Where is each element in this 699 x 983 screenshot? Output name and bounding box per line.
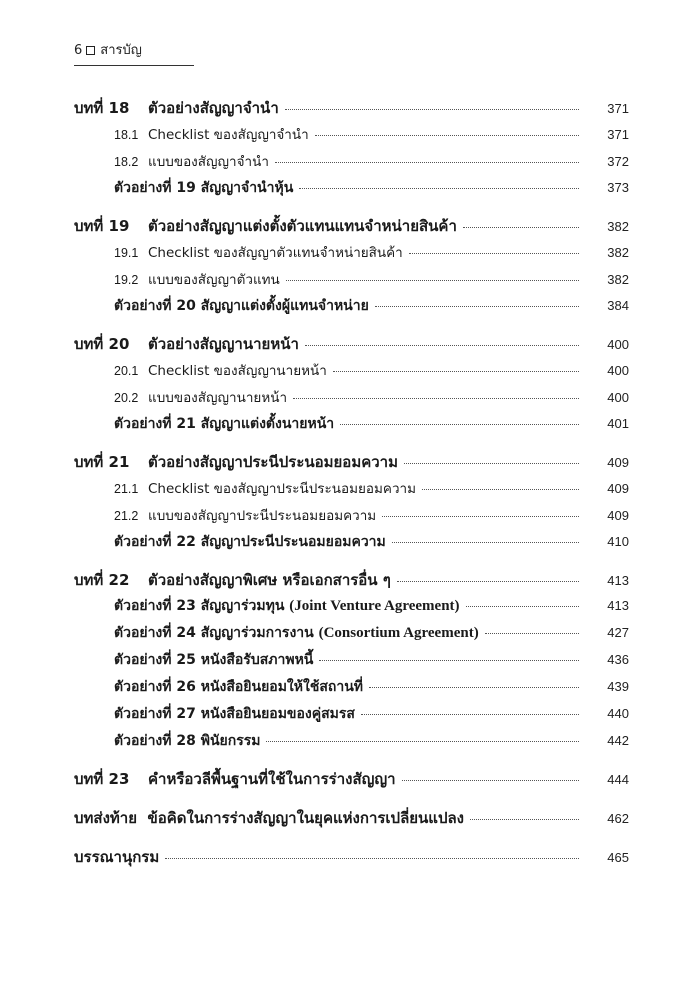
toc-chapter-20[interactable] — [74, 332, 629, 359]
dot-leader — [470, 819, 579, 820]
page-number: 462 — [607, 811, 629, 826]
chapter-title: คำหรือวลีพื้นฐานที่ใช้ในการร่างสัญญา — [148, 770, 396, 788]
example-title: ตัวอย่างที่ 21 สัญญาแต่งตั้งนายหน้า — [114, 413, 338, 435]
toc-section-19-2[interactable] — [74, 268, 629, 295]
toc-example-27[interactable] — [74, 703, 629, 730]
page-number: 371 — [607, 101, 629, 116]
page-number: 436 — [607, 652, 629, 667]
chapter-title: ข้อคิดในการร่างสัญญาในยุคแห่งการเปลี่ยนแปลง — [147, 809, 465, 827]
dot-leader — [315, 135, 579, 136]
page-number: 439 — [607, 679, 629, 694]
dot-leader — [305, 345, 579, 346]
page-number: 382 — [607, 219, 629, 234]
section-number: 19.2 — [114, 273, 139, 287]
square-bullet-icon — [86, 46, 95, 55]
page-number: 401 — [607, 416, 629, 431]
chapter-label: บรรณานุกรม — [74, 845, 163, 869]
toc-section-18-1[interactable] — [74, 123, 629, 150]
dot-leader — [333, 371, 579, 372]
table-of-contents — [74, 96, 629, 872]
toc-example-25[interactable] — [74, 649, 629, 676]
section-title: แบบของสัญญาจำนำ — [148, 154, 269, 170]
dot-leader — [266, 741, 579, 742]
dot-leader — [319, 660, 579, 661]
page-header — [74, 41, 194, 66]
dot-leader — [375, 306, 579, 307]
page-number: 400 — [607, 337, 629, 352]
page-number: 465 — [607, 850, 629, 865]
chapter-label: บทที่ 23 — [74, 770, 130, 788]
toc-section-20-1[interactable] — [74, 359, 629, 386]
chapter-title: ตัวอย่างสัญญานายหน้า — [148, 335, 299, 353]
dot-leader — [485, 633, 579, 634]
chapter-title: ตัวอย่างสัญญาแต่งตั้งตัวแทนแทนจำหน่ายสินค้า — [148, 217, 457, 235]
page-number: 427 — [607, 625, 629, 640]
section-number: 18.1 — [114, 128, 139, 142]
chapter-title: ตัวอย่างสัญญาจำนำ — [148, 99, 279, 117]
dot-leader — [466, 606, 579, 607]
page-number: 373 — [607, 180, 629, 195]
section-title: Checklist ของสัญญาประนีประนอมยอมความ — [148, 481, 417, 497]
page-number: 384 — [607, 298, 629, 313]
toc-section-21-1[interactable] — [74, 477, 629, 504]
toc-section-19-1[interactable] — [74, 241, 629, 268]
dot-leader — [397, 581, 579, 582]
dot-leader — [463, 227, 579, 228]
chapter-label: บทส่งท้าย — [74, 809, 137, 827]
page-number: 409 — [607, 455, 629, 470]
section-number: 18.2 — [114, 155, 139, 169]
dot-leader — [392, 542, 579, 543]
dot-leader — [402, 780, 579, 781]
chapter-label: บทที่ 19 — [74, 217, 130, 235]
toc-chapter-19[interactable] — [74, 214, 629, 241]
example-title: ตัวอย่างที่ 25 หนังสือรับสภาพหนี้ — [114, 649, 317, 671]
chapter-label: บทที่ 20 — [74, 335, 130, 353]
chapter-label: บทที่ 22 — [74, 571, 130, 589]
page-number: 413 — [607, 573, 629, 588]
dot-leader — [285, 109, 579, 110]
dot-leader — [404, 463, 579, 464]
page-number: 372 — [607, 154, 629, 169]
dot-leader — [361, 714, 579, 715]
toc-section-18-2[interactable] — [74, 150, 629, 177]
section-title: Checklist ของสัญญาตัวแทนจำหน่ายสินค้า — [148, 245, 403, 261]
section-number: 20.1 — [114, 364, 139, 378]
dot-leader — [409, 253, 579, 254]
example-title: ตัวอย่างที่ 26 หนังสือยินยอมให้ใช้สถานที่ — [114, 676, 367, 698]
toc-example-21[interactable] — [74, 413, 629, 440]
page-number: 409 — [607, 481, 629, 496]
page-number: 413 — [607, 598, 629, 613]
section-number: 21.2 — [114, 509, 139, 523]
dot-leader — [299, 188, 579, 189]
page-number: 6 — [74, 43, 83, 58]
toc-chapter-18[interactable] — [74, 96, 629, 123]
page-number: 400 — [607, 363, 629, 378]
section-title: สารบัญ — [100, 43, 142, 58]
chapter-title: ตัวอย่างสัญญาประนีประนอมยอมความ — [148, 453, 398, 471]
example-title-english: (Joint Venture Agreement) — [289, 598, 460, 614]
toc-example-24[interactable] — [74, 622, 629, 649]
page-number: 409 — [607, 508, 629, 523]
dot-leader — [293, 398, 579, 399]
section-title: Checklist ของสัญญาจำนำ — [148, 127, 309, 143]
section-title: แบบของสัญญานายหน้า — [148, 390, 288, 406]
toc-chapter-22[interactable] — [74, 568, 629, 595]
toc-chapter-23[interactable] — [74, 767, 629, 794]
page-number: 382 — [607, 272, 629, 287]
example-title: ตัวอย่างที่ 28 พินัยกรรม — [114, 730, 264, 752]
example-title: ตัวอย่างที่ 20 สัญญาแต่งตั้งผู้แทนจำหน่าย — [114, 295, 373, 317]
chapter-title: ตัวอย่างสัญญาพิเศษ หรือเอกสารอื่น ๆ — [148, 571, 391, 589]
dot-leader — [382, 516, 579, 517]
dot-leader — [369, 687, 579, 688]
toc-example-20[interactable] — [74, 295, 629, 322]
chapter-label: บทที่ 21 — [74, 453, 130, 471]
dot-leader — [165, 858, 579, 859]
toc-bibliography[interactable] — [74, 845, 629, 872]
page-number: 382 — [607, 245, 629, 260]
example-title: ตัวอย่างที่ 22 สัญญาประนีประนอมยอมความ — [114, 531, 390, 553]
toc-example-22[interactable] — [74, 531, 629, 558]
toc-section-21-2[interactable] — [74, 504, 629, 531]
toc-example-28[interactable] — [74, 730, 629, 757]
section-title: Checklist ของสัญญานายหน้า — [148, 363, 327, 379]
section-number: 20.2 — [114, 391, 139, 405]
chapter-label: บทที่ 18 — [74, 99, 130, 117]
page-number: 444 — [607, 772, 629, 787]
example-title: ตัวอย่างที่ 24 สัญญาร่วมการงาน — [114, 625, 314, 641]
toc-example-23[interactable] — [74, 595, 629, 622]
toc-chapter-21[interactable] — [74, 450, 629, 477]
section-number: 21.1 — [114, 482, 139, 496]
dot-leader — [286, 280, 579, 281]
page-number: 442 — [607, 733, 629, 748]
section-title: แบบของสัญญาตัวแทน — [148, 272, 280, 288]
page-number: 440 — [607, 706, 629, 721]
example-title: ตัวอย่างที่ 27 หนังสือยินยอมของคู่สมรส — [114, 703, 359, 725]
section-title: แบบของสัญญาประนีประนอมยอมความ — [148, 508, 377, 524]
toc-section-20-2[interactable] — [74, 386, 629, 413]
example-title: ตัวอย่างที่ 19 สัญญาจำนำหุ้น — [114, 177, 297, 199]
toc-example-26[interactable] — [74, 676, 629, 703]
section-number: 19.1 — [114, 246, 139, 260]
dot-leader — [275, 162, 579, 163]
example-title: ตัวอย่างที่ 23 สัญญาร่วมทุน — [114, 598, 285, 614]
page-number: 410 — [607, 534, 629, 549]
page-number: 371 — [607, 127, 629, 142]
toc-example-19[interactable] — [74, 177, 629, 204]
toc-epilogue[interactable] — [74, 806, 629, 833]
dot-leader — [340, 424, 579, 425]
example-title-english: (Consortium Agreement) — [318, 625, 479, 641]
page-number: 400 — [607, 390, 629, 405]
dot-leader — [422, 489, 579, 490]
